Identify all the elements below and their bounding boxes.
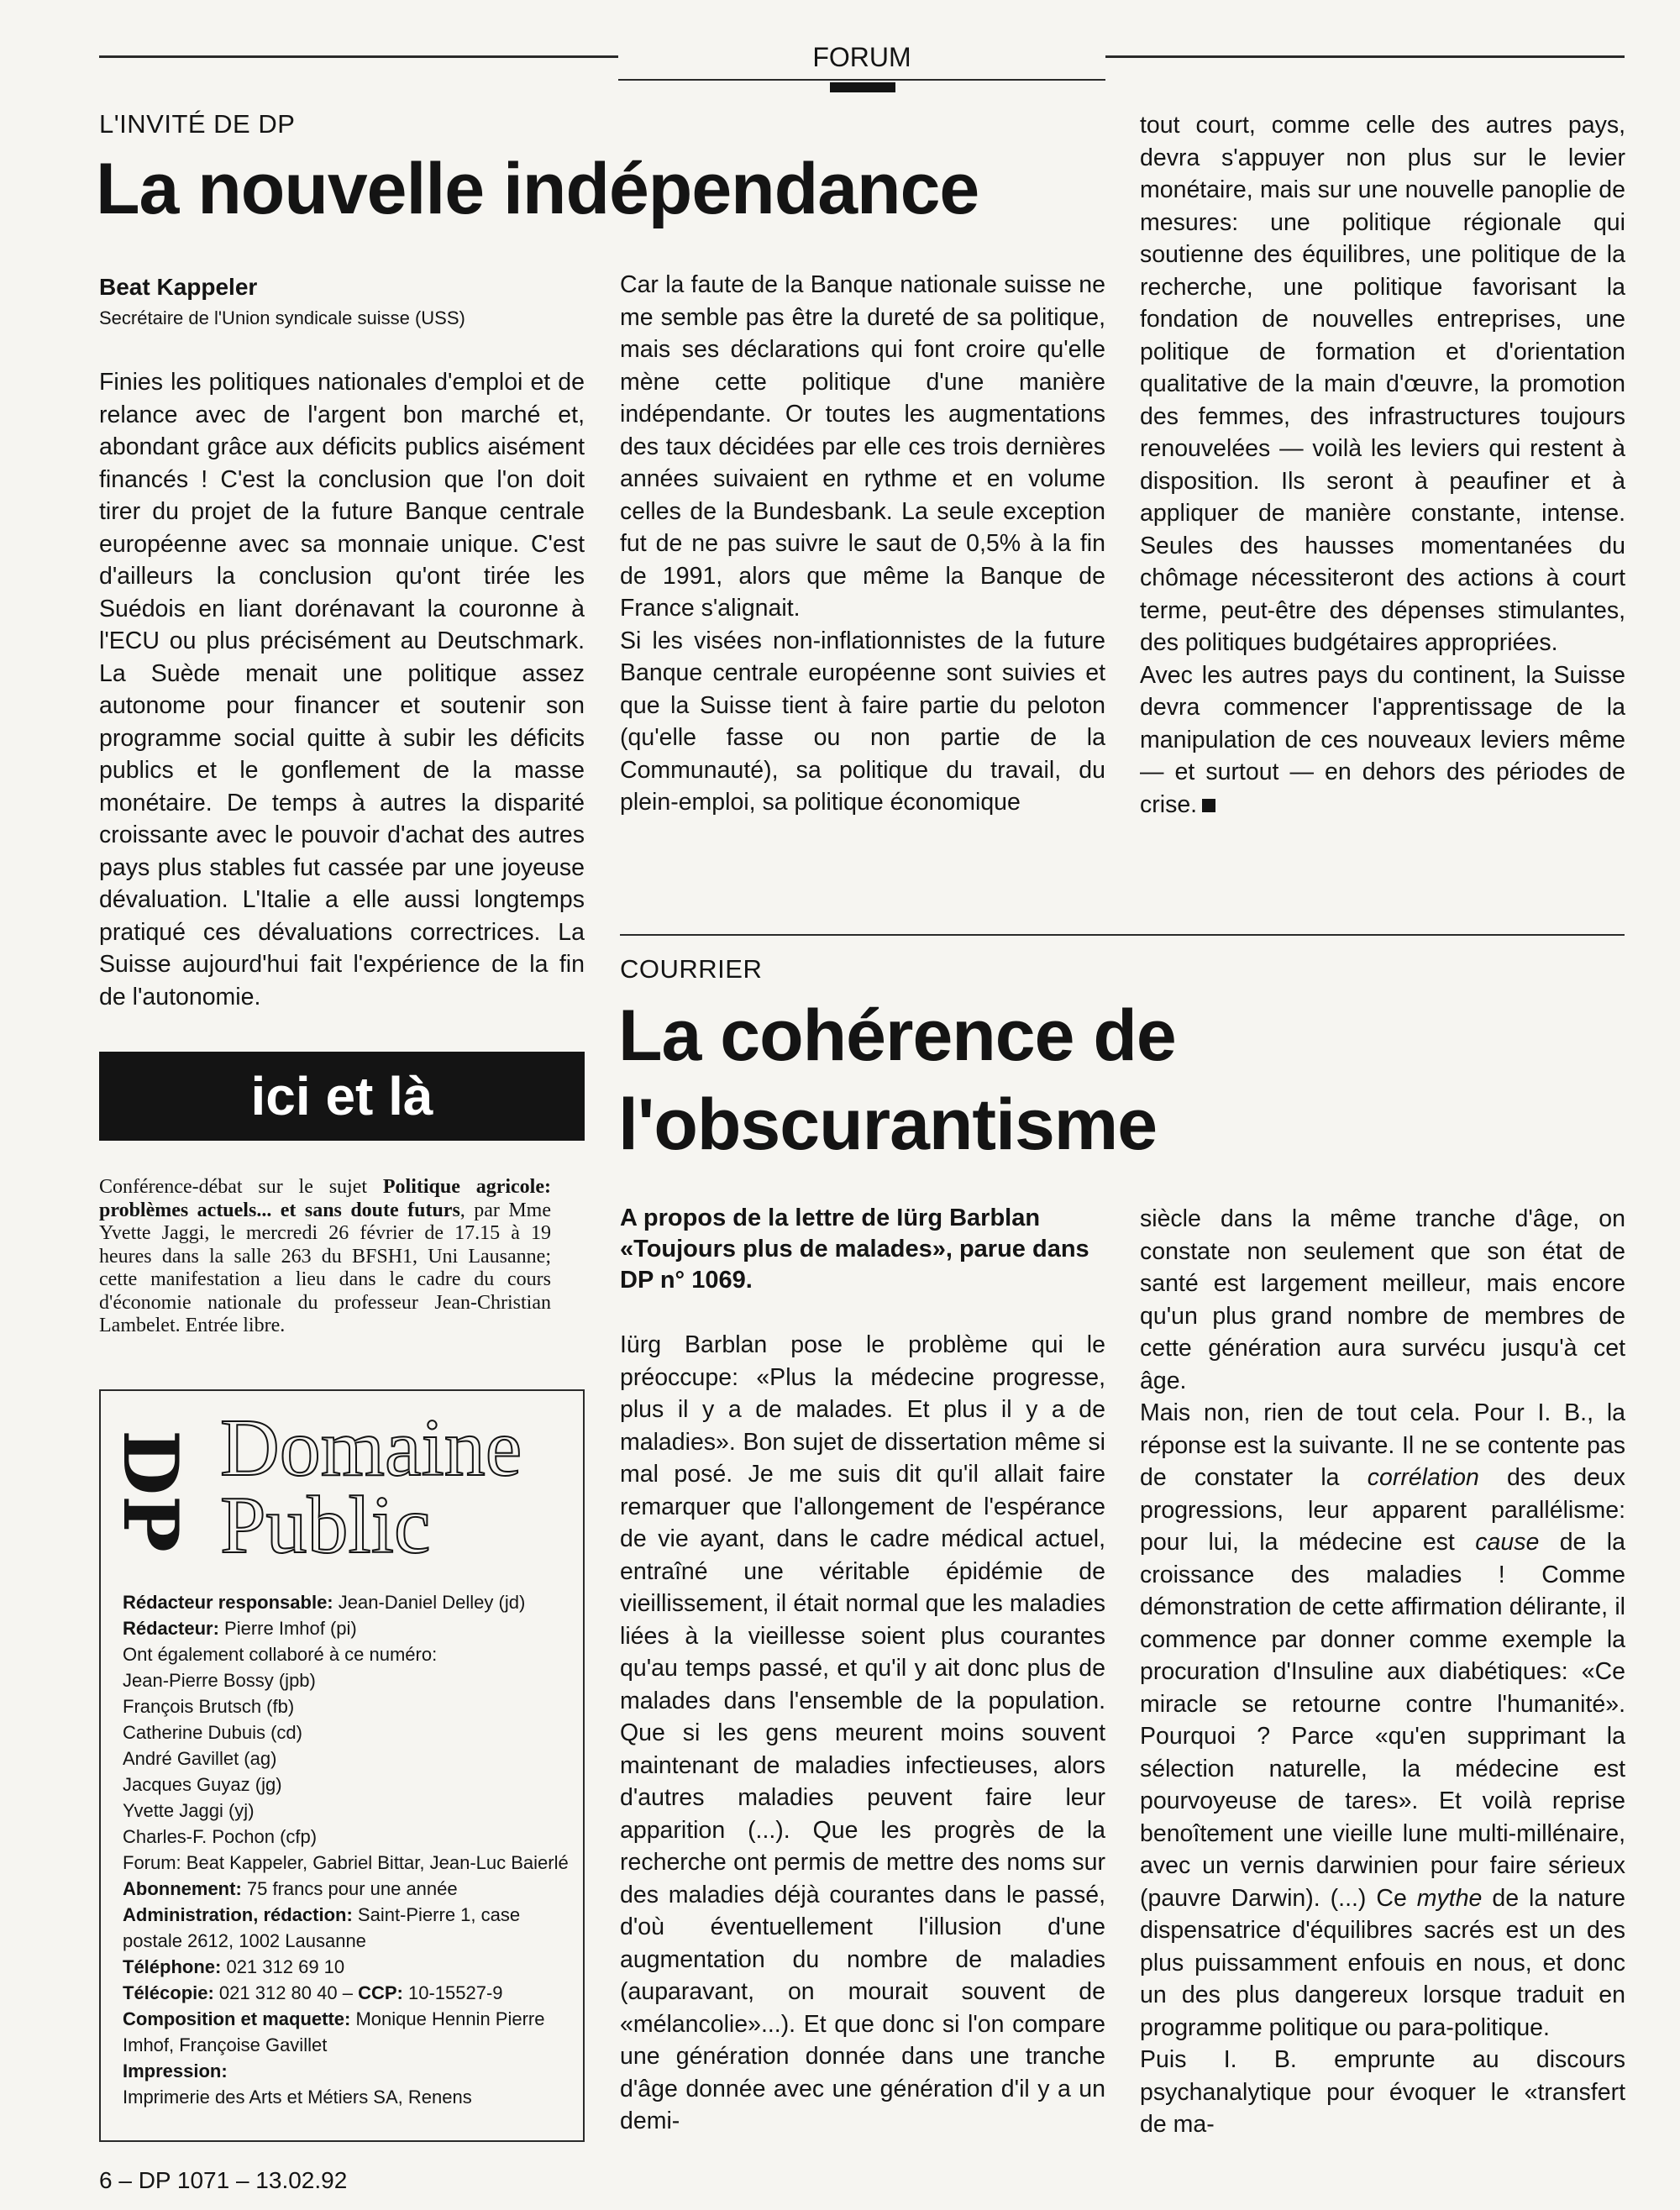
credit-line — [123, 1615, 576, 1641]
article1-paragraph: Avec les autres pays du continent, la Suisse devra commencer l'apprentissage de la manipulation de ces nouveaux leviers même — et surtout — en dehors des périodes de crise. — [1140, 661, 1625, 818]
article1-column-1 — [99, 366, 585, 1013]
credit-line — [123, 2058, 576, 2084]
ici-et-la-banner — [99, 1052, 585, 1141]
article2-paragraph: siècle dans la même tranche d'âge, on constate non seulement que son état de santé est largement meilleur, mais encore qu'un plus grand nombre de membres de cette génération aura survécu jusqu'à cet âge. — [1140, 1205, 1625, 1394]
credit-line — [123, 1772, 576, 1798]
credit-label: Téléphone: — [123, 1956, 222, 1977]
credit-line — [123, 1824, 576, 1850]
article2-paragraph: Puis I. B. emprunte au discours psychanalytique pour évoquer le «transfert de ma- — [1140, 2046, 1625, 2138]
masthead-title-line1: Domaine — [220, 1403, 522, 1493]
article1-title: La nouvelle indépendance — [96, 149, 979, 229]
credit-line — [123, 1693, 576, 1719]
article1-paragraph: Si les visées non-inflationnistes de la future Banque centrale européenne sont suivies et que la Suisse tient à faire partie du peloton (qu'elle fasse ou non partie de la Communauté), sa politique du travail, du plein-emploi, sa politique économique — [620, 627, 1105, 816]
credit-label: Administration, rédaction: — [123, 1904, 353, 1925]
ccp-label: CCP: — [358, 1982, 403, 2003]
credit-value: Jean-Pierre Bossy (jpb) — [123, 1670, 316, 1691]
article1-paragraph: Car la faute de la Banque nationale suisse ne me semble pas être la dureté de sa politique, mais ses déclarations qui font croire qu'elle mène cette politique d'une manière indépendante. Or toutes les augmentations des taux décidées par elle ces trois dernières années suivaient en rythme et en volume celles de la Bundesbank. La seule exception fut de ne pas suivre le saut de 0,5% à la fin de 1991, alors que même la Banque de France s'alignait. — [620, 271, 1105, 622]
article1-column-2 — [620, 269, 1105, 819]
ici-et-la-text: Conférence-débat sur le sujet Politique agricole: problèmes actuels... et sans doute futurs, par Mme Yvette Jaggi, le mercredi 26 février de 17.15 à 19 heures dans la salle 263 du BFSH1, Uni Lausanne; cette manifestation a lieu dans le cadre du cours d'économie nationale du professeur Jean-Christian Lambelet. Entrée libre. — [99, 1176, 551, 1336]
masthead-title-line2: Public — [220, 1480, 431, 1571]
article2-kicker: COURRIER — [620, 954, 763, 984]
article2-paragraph: Iürg Barblan pose le problème qui le préoccupe: «Plus la médecine progresse, plus il y a de malades. Et plus il y a de maladies». Bon sujet de dissertation même si mal posé. Je me suis dit qu'il allait faire remarquer que l'allongement de l'espérance de vie ayant, dans le cadre médical actuel, entraîné une véritable épidémie de vieillissement, il était normal que les maladies liées à la vieillesse soient plus courantes qu'au temps passé, et qu'il y ait donc plus de malades dans l'ensemble de la population. Que si les gens meurent moins souvent maintenant de maladies infectieuses, alors d'autres maladies peuvent faire leur apparition (...). Que les progrès de la recherche ont permis de mettre des noms sur des maladies déjà courantes dans le passé, d'où éventuellement l'illusion d'une augmentation du nombre de maladies (auparavant, on mourait souvent de «mélancolie»...). Et que donc si l'on compare une génération donnée dans une tranche d'âge donnée avec une génération d'il y a un demi- — [620, 1331, 1105, 2134]
credit-value: Imprimerie des Arts et Métiers SA, Renens — [123, 2087, 472, 2108]
credit-value: Monique Hennin Pierre Imhof, Françoise Gavillet — [123, 2008, 545, 2055]
credit-value: 75 francs pour une année — [241, 1878, 458, 1899]
credit-line — [123, 1719, 576, 1745]
header-rule-left — [99, 55, 618, 58]
credit-value: 021 312 69 10 — [221, 1956, 345, 1977]
article2-column-1 — [620, 1329, 1105, 2138]
credit-label: Rédacteur: — [123, 1618, 219, 1639]
article2-title-line2: l'obscurantisme — [618, 1084, 1158, 1165]
masthead-credits — [123, 1589, 576, 2110]
credit-value: Yvette Jaggi (yj) — [123, 1800, 255, 1821]
credit-value: Charles-F. Pochon (cfp) — [123, 1826, 318, 1847]
credit-line — [123, 1798, 576, 1824]
credit-label: Télécopie: — [123, 1982, 214, 2003]
article1-kicker: L'INVITÉ DE DP — [99, 109, 296, 139]
credit-label: Rédacteur responsable: — [123, 1592, 333, 1613]
article1-column-3 — [1140, 109, 1625, 821]
credit-value: André Gavillet (ag) — [123, 1748, 277, 1769]
ccp-value: 10-15527-9 — [402, 1982, 503, 2003]
credit-line — [123, 1745, 576, 1772]
credit-line — [123, 1667, 576, 1693]
end-of-article-mark — [1202, 799, 1215, 812]
article1-paragraph: tout court, comme celle des autres pays, devra s'appuyer non plus sur le levier monétaire, mais sur une nouvelle panoplie de mesures: une politique régionale qui soutienne des équilibres, une politique de la recherche, une politique favorisant la fondation de nouvelles entreprises, une politique de formation et d'orientation qualitative de la main d'œuvre, la promotion des femmes, des infrastructures toujours renouvelées — voilà les leviers qui restent à disposition. Ils seront à peaufiner et à appliquer de manière constante, intense. Seules des hausses momentanées du chômage nécessiteront des actions à court terme, peut-être des dépenses stimulantes, des politiques budgétaires appropriées. — [1140, 112, 1625, 656]
ici-et-la-title: ici et là — [250, 1066, 433, 1126]
masthead-dp-letters: DP — [106, 1430, 195, 1552]
credit-value: Catherine Dubuis (cd) — [123, 1722, 302, 1743]
credit-line — [123, 1954, 576, 1980]
header-marker — [830, 82, 895, 92]
page-folio: 6 – DP 1071 – 13.02.92 — [99, 2167, 348, 2193]
courrier-rule — [620, 934, 1625, 936]
credit-line — [123, 1876, 576, 1902]
credit-line — [123, 2006, 576, 2058]
header-rule-right — [1105, 55, 1625, 58]
masthead-dp-logo — [106, 1420, 195, 1562]
credit-value: Forum: Beat Kappeler, Gabriel Bittar, Jean-Luc Baierlé — [123, 1852, 569, 1873]
credit-value: Jacques Guyaz (jg) — [123, 1774, 282, 1795]
credit-line — [123, 1902, 576, 1954]
credit-label: Impression: — [123, 2060, 228, 2081]
article2-column-2 — [1140, 1203, 1625, 2141]
article2-title — [618, 991, 1176, 1169]
credit-label: Composition et maquette: — [123, 2008, 351, 2029]
credit-value: Jean-Daniel Delley (jd) — [333, 1592, 526, 1613]
masthead-title — [220, 1403, 522, 1571]
credit-line — [123, 1980, 576, 2006]
credit-line — [123, 2084, 576, 2110]
credit-line — [123, 1641, 576, 1667]
header-rule-center — [618, 79, 1105, 81]
section-header: FORUM — [812, 42, 911, 72]
credit-value: François Brutsch (fb) — [123, 1696, 295, 1717]
article2-title-line1: La cohérence de — [618, 995, 1176, 1076]
credit-line — [123, 1850, 576, 1876]
credit-value: Ont également collaboré à ce numéro: — [123, 1644, 438, 1665]
credit-label: Abonnement: — [123, 1878, 242, 1899]
credit-value: Pierre Imhof (pi) — [218, 1618, 357, 1639]
article2-lead: A propos de la lettre de Iürg Barblan «Toujours plus de malades», parue dans DP n° 1069. — [620, 1205, 1089, 1294]
credit-value: 021 312 80 40 – — [213, 1982, 359, 2003]
article2-paragraph: Mais non, rien de tout cela. Pour I. B., la réponse est la suivante. Il ne se contente pas de constater la corrélation des deux progressions, leur apparent parallélisme: pour lui, la médecine est cause de la croissance des maladies ! Comme démonstration de cette affirmation délirante, il commence par donner comme exemple la procuration d'Insuline aux diabétiques: «Ce miracle se retourne contre l'humanité». Pourquoi ? Parce «qu'en supprimant la sélection naturelle, la médecine est pourvoyeuse de tares». Et voilà reprise benoîtement une vieille lune multi-millénaire, avec un vernis darwinien pour faire sérieux (pauvre Darwin). (...) Ce mythe de la nature dispensatrice d'équilibres sacrés est un des plus puissamment enfouis en nous, et donc un des plus dangereux lorsque traduit en programme politique ou para-politique. — [1140, 1399, 1626, 2041]
article1-paragraph: Finies les politiques nationales d'emploi et de relance avec de l'argent bon marché et, abondant grâce aux déficits publics aisément financés ! C'est la conclusion que l'on doit tirer du projet de la future Banque centrale européenne avec sa monnaie unique. C'est d'ailleurs la conclusion qu'ont tirée les Suédois en liant dorénavant la couronne à l'ECU ou plus précisément au Deutschmark. La Suède menait une politique assez autonome pour financer et soutenir son programme social quitte à subir les déficits publics et le gonflement de la masse monétaire. De temps à autres la disparité croissante avec le pouvoir d'achat des autres pays plus stables fut cassée par une joyeuse dévaluation. L'Italie a elle aussi longtemps pratiqué ces dévaluations correctrices. La Suisse aujourd'hui fait l'expérience de la fin de l'autonomie. — [99, 369, 585, 1011]
credit-value: Saint-Pierre 1, case postale 2612, 1002 Lausanne — [123, 1904, 521, 1951]
article1-role: Secrétaire de l'Union syndicale suisse (USS) — [99, 307, 465, 328]
article1-author: Beat Kappeler — [99, 274, 258, 300]
credit-line — [123, 1589, 576, 1615]
